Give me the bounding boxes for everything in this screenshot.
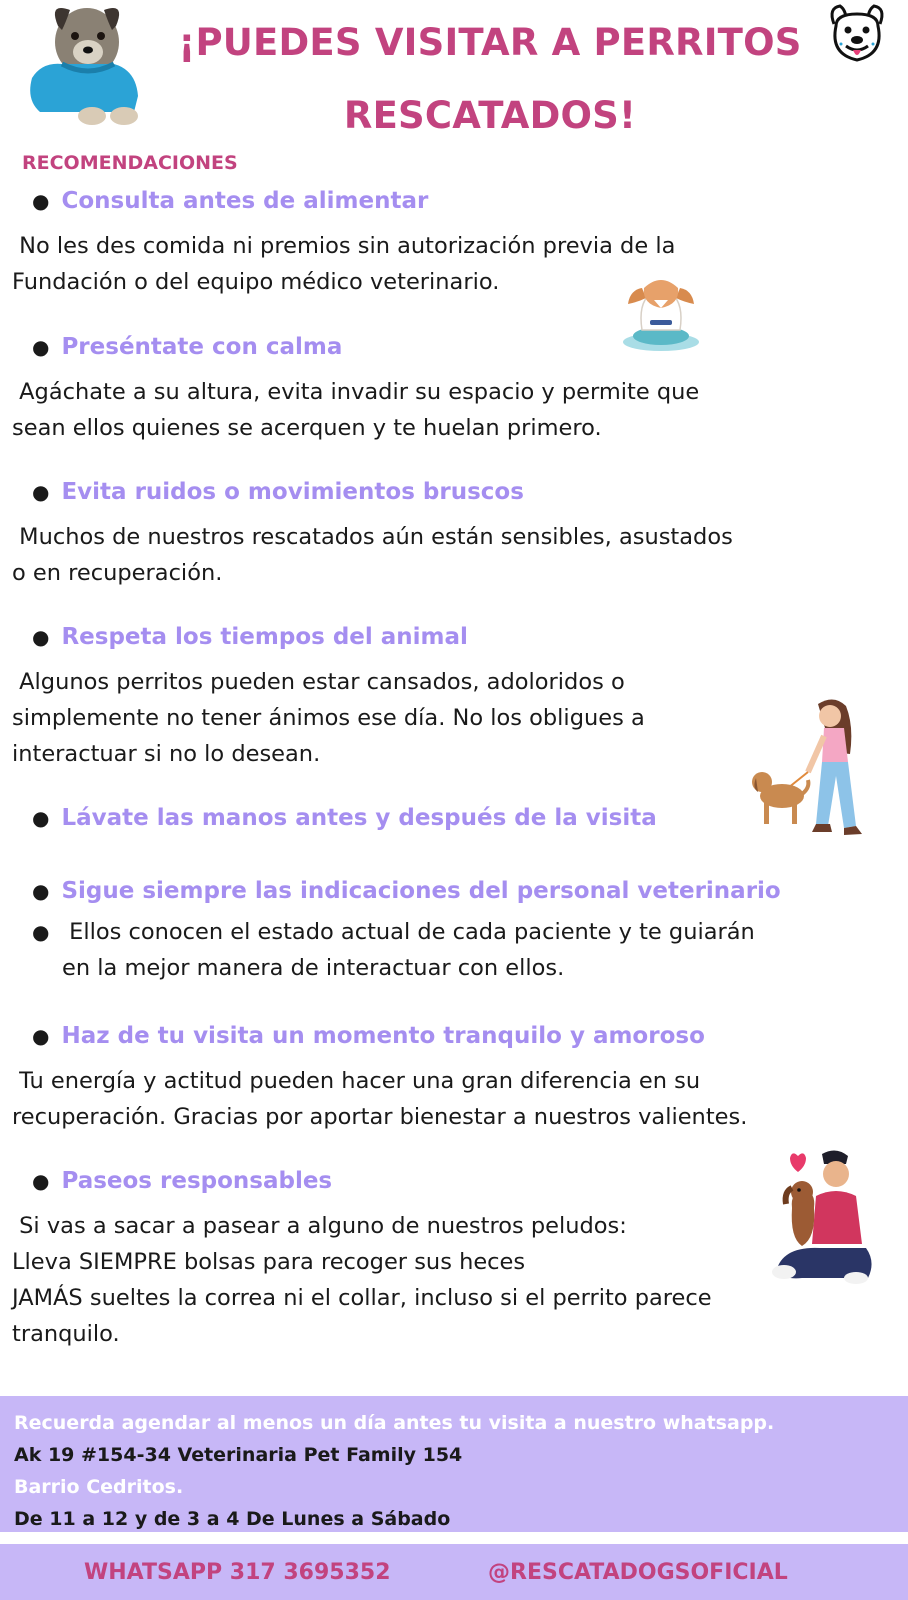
dog-face-logo-icon	[826, 4, 888, 68]
bullet-icon: ●	[32, 335, 50, 359]
address: Ak 19 #154-34 Veterinaria Pet Family 154	[14, 1444, 463, 1466]
dog-in-sweater-illustration	[22, 0, 148, 130]
recommendation-heading: ● Respeta los tiempos del animal	[32, 624, 468, 650]
recommendation-heading: ● Lávate las manos antes y después de la visita	[32, 805, 657, 831]
bullet-icon: ●	[32, 806, 50, 830]
recommendation-heading: ● Paseos responsables	[32, 1168, 333, 1194]
recommendation-heading: ● Haz de tu visita un momento tranquilo y amoroso	[32, 1023, 705, 1049]
bullet-icon: ●	[32, 189, 50, 213]
neighborhood: Barrio Cedritos.	[14, 1476, 184, 1498]
recommendation-heading: ● Evita ruidos o movimientos bruscos	[32, 479, 524, 505]
recommendation-heading: ● Preséntate con calma	[32, 334, 343, 360]
dog-on-cushion-illustration	[620, 268, 702, 354]
bullet-icon: ●	[32, 1024, 50, 1048]
visiting-hours: De 11 a 12 y de 3 a 4 De Lunes a Sábado	[14, 1508, 451, 1530]
bullet-icon: ●	[32, 480, 50, 504]
recommendation-text: No les des comida ni premios sin autorización previa de la Fundación o del equipo médico veterinario.	[12, 233, 676, 295]
section-label: RECOMENDACIONES	[22, 152, 238, 174]
recommendation-text: Tu energía y actitud pueden hacer una gran diferencia en su recuperación. Gracias por aportar bienestar a nuestros valientes.	[12, 1068, 748, 1130]
recommendation-heading: ● Consulta antes de alimentar	[32, 188, 429, 214]
recommendation-text: Agáchate a su altura, evita invadir su espacio y permite que sean ellos quienes se acerquen y te huelan primero.	[12, 379, 700, 441]
man-hugging-dog-illustration	[772, 1148, 882, 1284]
page-title	[150, 6, 830, 152]
booking-note: Recuerda agendar al menos un día antes tu visita a nuestro whatsapp.	[14, 1412, 775, 1434]
recommendation-text: Muchos de nuestros rescatados aún están sensibles, asustados o en recuperación.	[12, 524, 733, 586]
recommendation-heading: ● Sigue siempre las indicaciones del personal veterinario	[32, 878, 781, 904]
bullet-icon: ●	[32, 879, 50, 903]
social-handle: @RESCATADOGSOFICIAL	[488, 1560, 788, 1585]
title-line-2: RESCATADOS!	[343, 94, 637, 137]
whatsapp-contact: WHATSAPP 317 3695352	[84, 1560, 391, 1585]
title-line-1: ¡PUEDES VISITAR A PERRITOS	[178, 21, 802, 64]
recommendation-text: Si vas a sacar a pasear a alguno de nuestros peludos: Lleva SIEMPRE bolsas para recoger sus heces JAMÁS sueltes la correa ni el collar, incluso si el perrito parece tranquilo.	[12, 1213, 712, 1347]
bullet-icon: ●	[32, 1169, 50, 1193]
bullet-icon: ●	[32, 625, 50, 649]
girl-walking-dog-illustration	[752, 696, 882, 840]
recommendation-text: Algunos perritos pueden estar cansados, adoloridos o simplemente no tener ánimos ese día. No los obligues a interactuar si no lo desean.	[12, 669, 645, 767]
bullet-icon: ●	[32, 920, 50, 944]
